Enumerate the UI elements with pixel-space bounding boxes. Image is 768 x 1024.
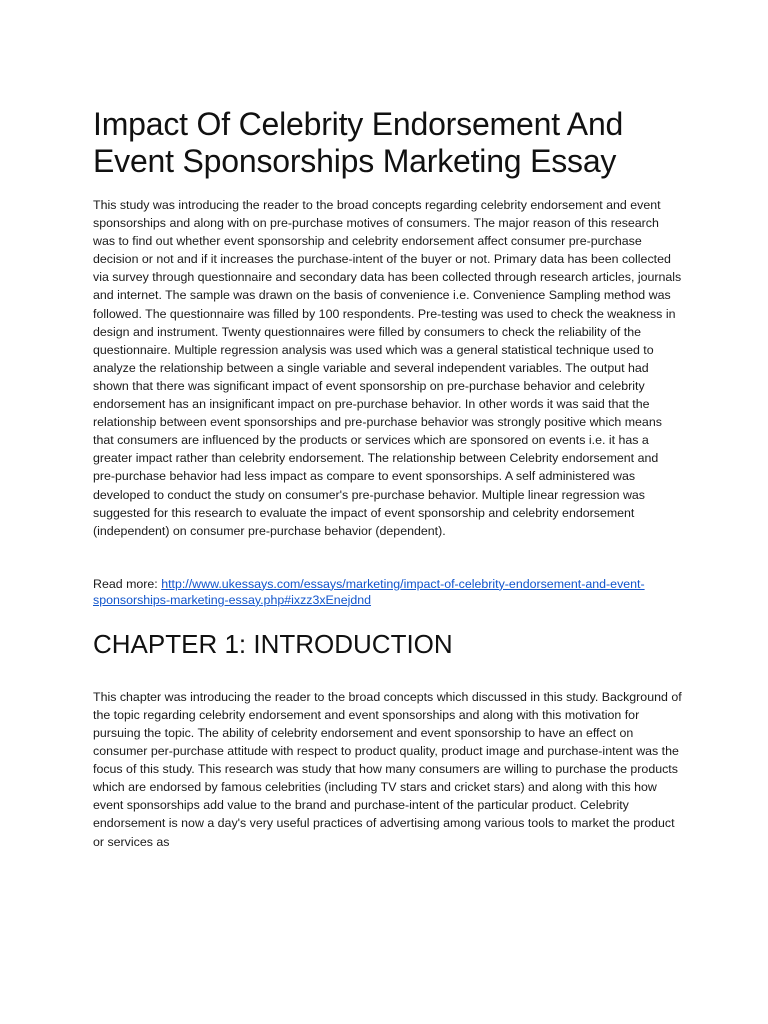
document-title: Impact Of Celebrity Endorsement And Event Sponsorships Marketing Essay [93,106,624,179]
document-page [93,106,683,851]
read-more-label: Read more: [93,576,162,591]
chapter-heading: CHAPTER 1: INTRODUCTION [93,628,453,659]
read-more [93,576,683,608]
paragraph-spacer [93,540,683,576]
chapter-paragraph: This chapter was introducing the reader to the broad concepts which discussed in this study. Background of the topic regarding celebrity endorsement and event sponsorships and along with this motivation for pursuing the topic. The ability of celebrity endorsement and event sponsorship to have an effect on consumer per-purchase attitude with respect to product quality, product image and purchase-intent was the focus of this study. This research was study that how many consumers are willing to purchase the products which are endorsed by famous celebrities (including TV stars and cricket stars) and along with this how event sponsorships add value to the brand and purchase-intent of the particular product. Celebrity endorsement is now a day's very useful practices of advertising among various tools to market the product or services as [93,689,682,849]
abstract-paragraph: This study was introducing the reader to the broad concepts regarding celebrity endorsement and event sponsorships and along with on pre-purchase motives of consumers. The major reason of this research was to find out whether event sponsorship and celebrity endorsement affect consumer pre-purchase decision or not and if it increases the purchase-intent of the buyer or not. Primary data has been collected via survey through questionnaire and secondary data has been collected through research articles, journals and internet. The sample was drawn on the basis of convenience i.e. Convenience Sampling method was followed. The questionnaire was filled by 100 respondents. Pre-testing was used to check the weakness in design and instrument. Twenty questionnaires were filled by consumers to check the reliability of the questionnaire. Multiple regression analysis was used which was a general statistical technique used to analyze the relationship between a single variable and several independent variables. The output had shown that there was significant impact of event sponsorship on pre-purchase behavior and celebrity endorsement has an insignificant impact on pre-purchase behavior. In other words it was said that the relationship between event sponsorships and pre-purchase behavior was strongly positive which means that consumers are influenced by the products or services which are sponsored on events i.e. it has a greater impact rather than celebrity endorsement. The relationship between Celebrity endorsement and pre-purchase behavior had less impact as compare to event sponsorships. A self administered was developed to conduct the study on consumer's pre-purchase behavior. Multiple linear regression was suggested for this research to evaluate the impact of event sponsorship and celebrity endorsement (independent) on consumer pre-purchase behavior (dependent). [93,198,682,538]
read-more-link[interactable]: http://www.ukessays.com/essays/marketing/impact-of-celebrity-endorsement-and-event-sponsorships-marketing-essay.php#ixzz3xEnejdnd [93,576,645,607]
